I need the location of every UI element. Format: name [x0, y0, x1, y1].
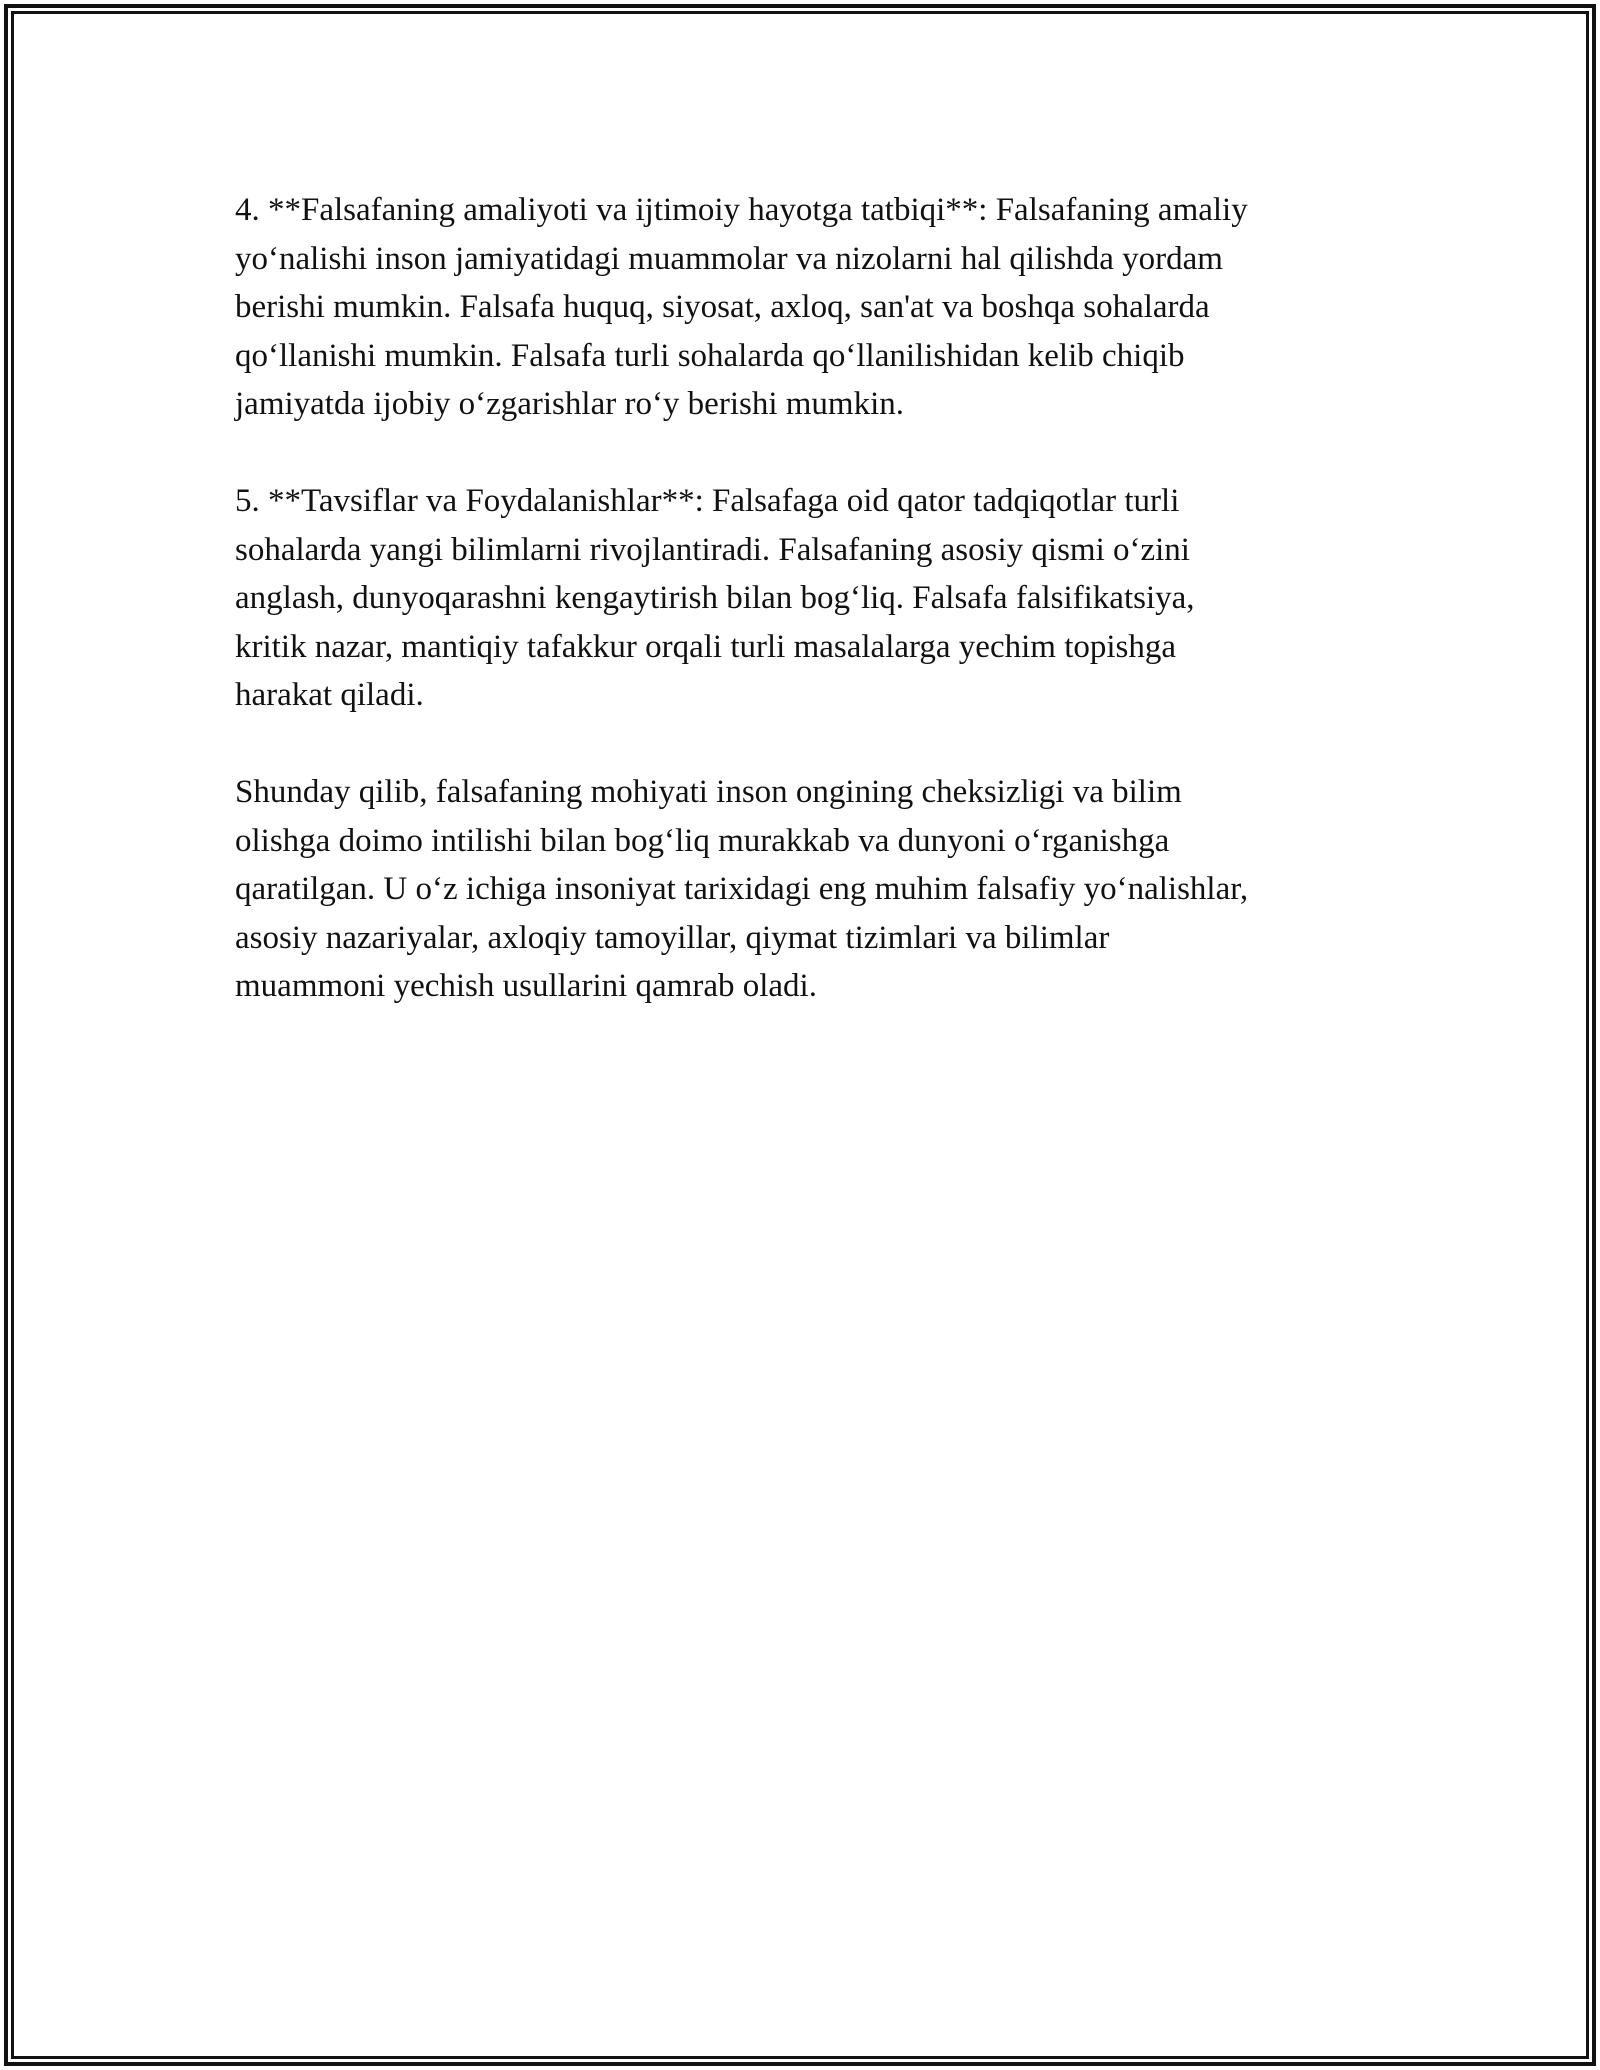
document-body	[235, 186, 1375, 1059]
text-line: sohalarda yangi bilimlarni rivojlantiradi. Falsafaning asosiy qismi o‘zini	[235, 531, 1190, 568]
text-line: qo‘llanishi mumkin. Falsafa turli sohalarda qo‘llanilishidan kelib chiqib	[235, 337, 1185, 374]
text-line: Shunday qilib, falsafaning mohiyati inson ongining cheksizligi va bilim	[235, 774, 1182, 810]
text-line: olishga doimo intilishi bilan bog‘liq murakkab va dunyoni o‘rganishga	[235, 822, 1170, 859]
text-line: 4. **Falsafaning amaliyoti va ijtimoiy hayotga tatbiqi**: Falsafaning amaliy	[235, 192, 1248, 228]
text-line: kritik nazar, mantiqiy tafakkur orqali turli masalalarga yechim topishga	[235, 628, 1177, 665]
text-line: 5. **Tavsiflar va Foydalanishlar**: Falsafaga oid qator tadqiqotlar turli	[235, 483, 1180, 519]
text-line: harakat qiladi.	[235, 677, 424, 713]
text-line: berishi mumkin. Falsafa huquq, siyosat, axloq, san'at va boshqa sohalarda	[235, 289, 1210, 325]
text-line: muammoni yechish usullarini qamrab oladi.	[235, 968, 817, 1004]
text-line: jamiyatda ijobiy o‘zgarishlar ro‘y berishi mumkin.	[235, 386, 905, 422]
text-line: qaratilgan. U o‘z ichiga insoniyat tarixidagi eng muhim falsafiy yo‘nalishlar,	[235, 871, 1249, 907]
text-line: yo‘nalishi inson jamiyatidagi muammolar va nizolarni hal qilishda yordam	[235, 240, 1223, 277]
paragraph-4-philosophy-practice	[235, 186, 1375, 429]
text-line: anglash, dunyoqarashni kengaytirish bilan bog‘liq. Falsafa falsifikatsiya,	[235, 580, 1195, 616]
conclusion-paragraph	[235, 768, 1375, 1011]
text-line: asosiy nazariyalar, axloqiy tamoyillar, qiymat tizimlari va bilimlar	[235, 919, 1110, 956]
paragraph-5-descriptions-uses	[235, 477, 1375, 720]
